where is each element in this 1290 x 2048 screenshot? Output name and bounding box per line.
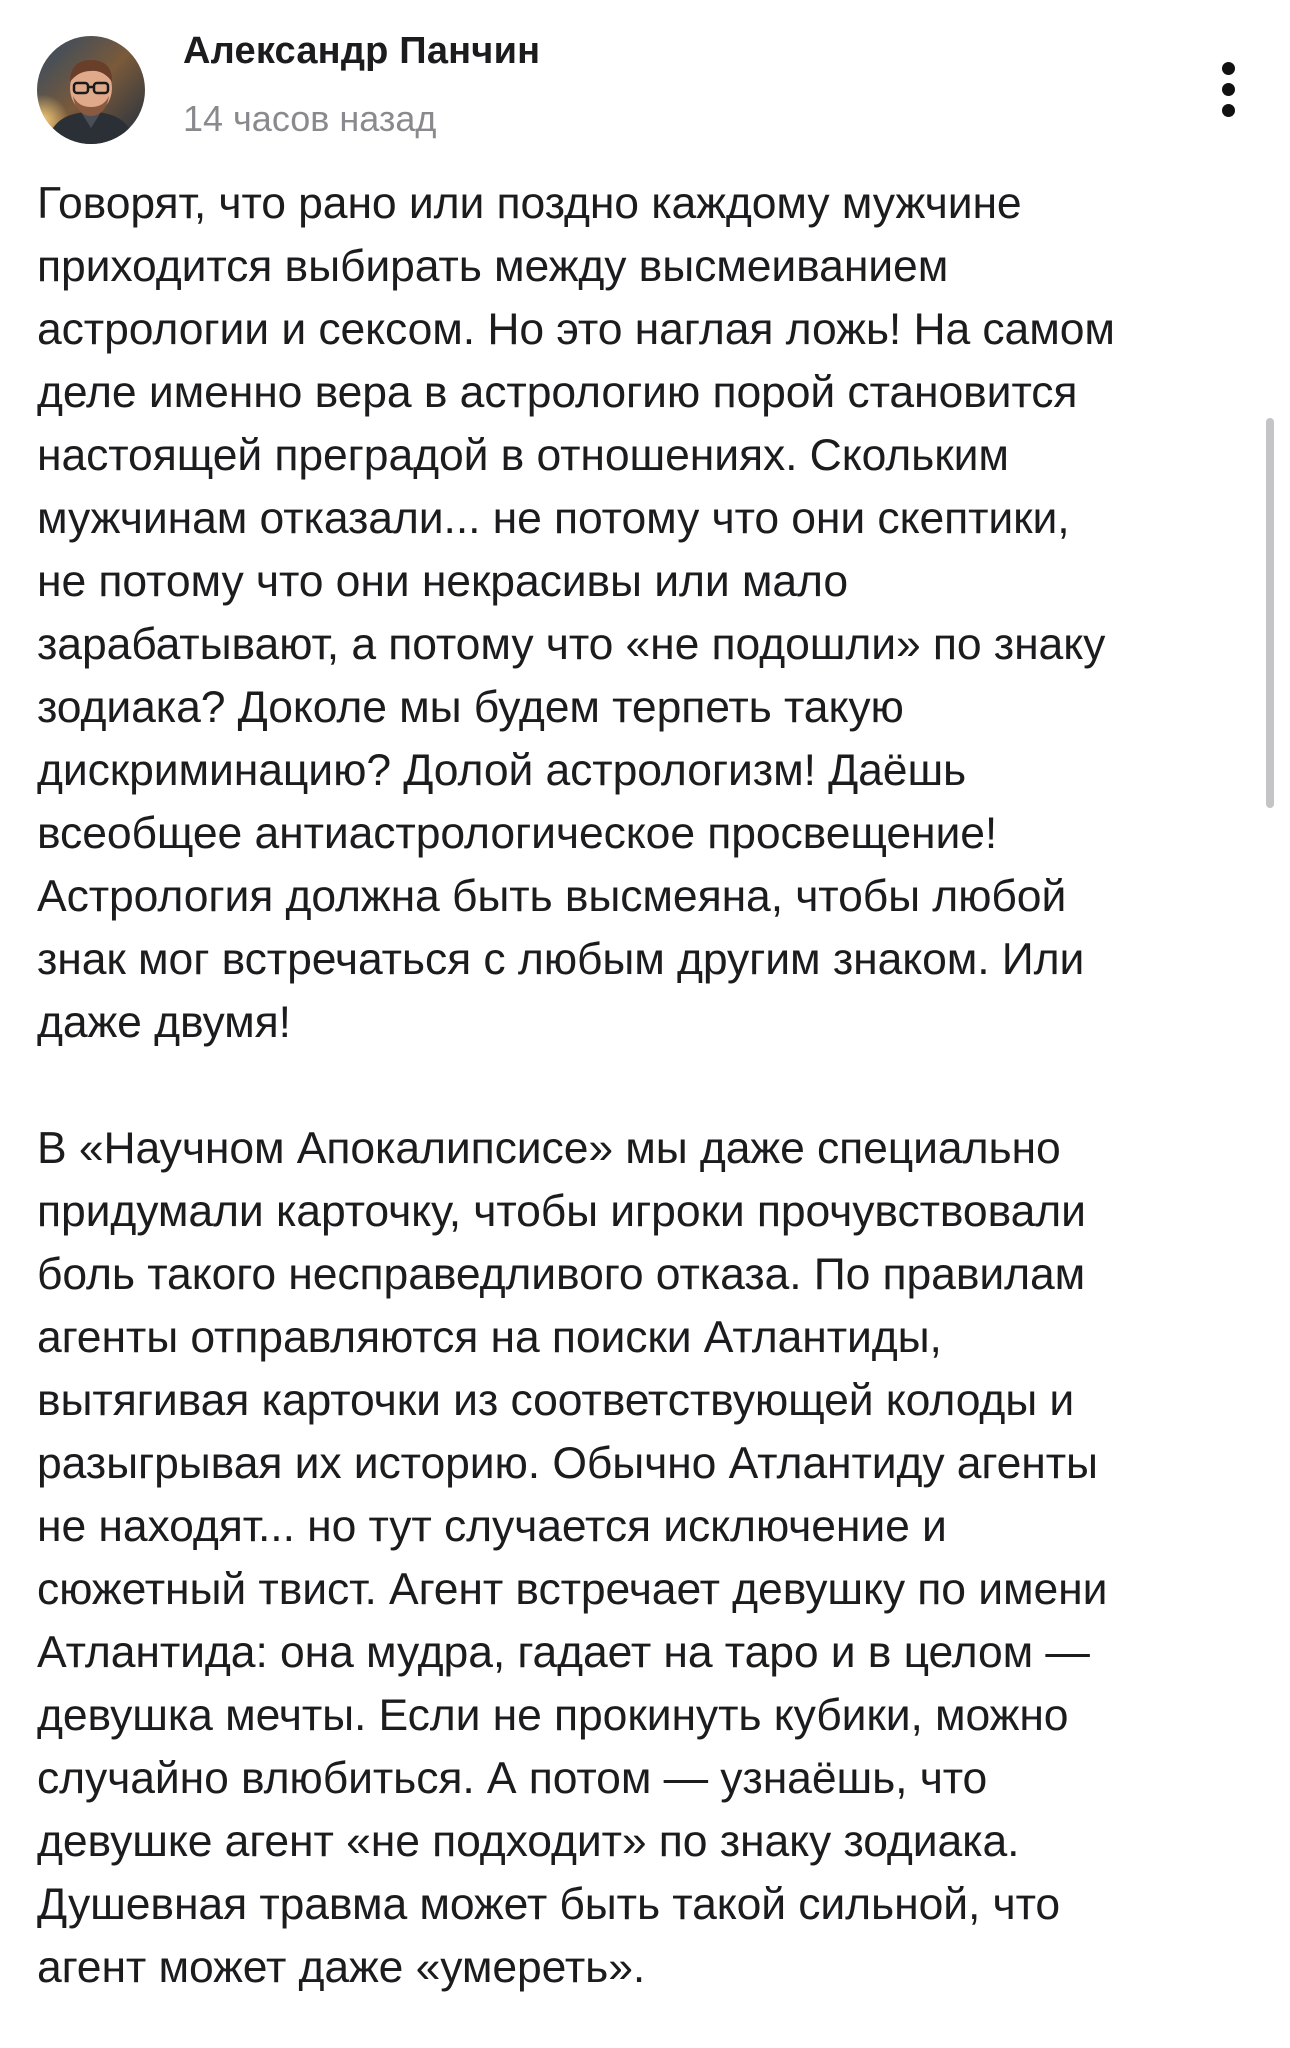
avatar-photo-icon [37,36,145,144]
post-timestamp[interactable]: 14 часов назад [183,98,437,139]
more-vertical-icon-dot [1222,104,1235,117]
more-vertical-icon [1222,62,1235,75]
author-name[interactable]: Александр Панчин [183,30,541,72]
more-vertical-icon-dot [1222,83,1235,96]
author-avatar[interactable] [37,36,145,144]
post-paragraph: Говорят, что рано или поздно каждому мужчине приходится выбирать между высмеиванием астрологии и сексом. Но это наглая ложь! На самом деле именно вера в астрологию порой становится настоящей преградой в отношениях. Скольким мужчинам отказали... не потому что они скептики, не потому что они некрасивы или мало зарабатывают, а потому что «не подошли» по знаку зодиака? Доколе мы будем терпеть такую дискриминацию? Долой астрологизм! Даёшь всеобщее антиастрологическое просвещение! Астрология должна быть высмеяна, чтобы любой знак мог встречаться с любым другим знаком. Или даже двумя! [37,179,1115,1047]
more-options-button[interactable] [1210,62,1250,122]
post-paragraph: В «Научном Апокалипсисе» мы даже специально придумали карточку, чтобы игроки прочувствовали боль такого несправедливого отказа. По правилам агенты отправляются на поиски Атлантиды, вытягивая карточки из соответствующей колоды и разыгрывая их историю. Обычно Атлантиду агенты не находят... но тут случается исключение и сюжетный твист. Агент встречает девушку по имени Атлантида: она мудра, гадает на таро и в целом — девушка мечты. Если не прокинуть кубики, можно случайно влюбиться. А потом — узнаёшь, что девушке агент «не подходит» по знаку зодиака. Душевная травма может быть такой сильной, что агент может даже «умереть». [37,1124,1108,1992]
post-text [37,172,1252,1999]
post-header [0,0,1290,170]
scrollbar-thumb[interactable] [1266,418,1274,808]
